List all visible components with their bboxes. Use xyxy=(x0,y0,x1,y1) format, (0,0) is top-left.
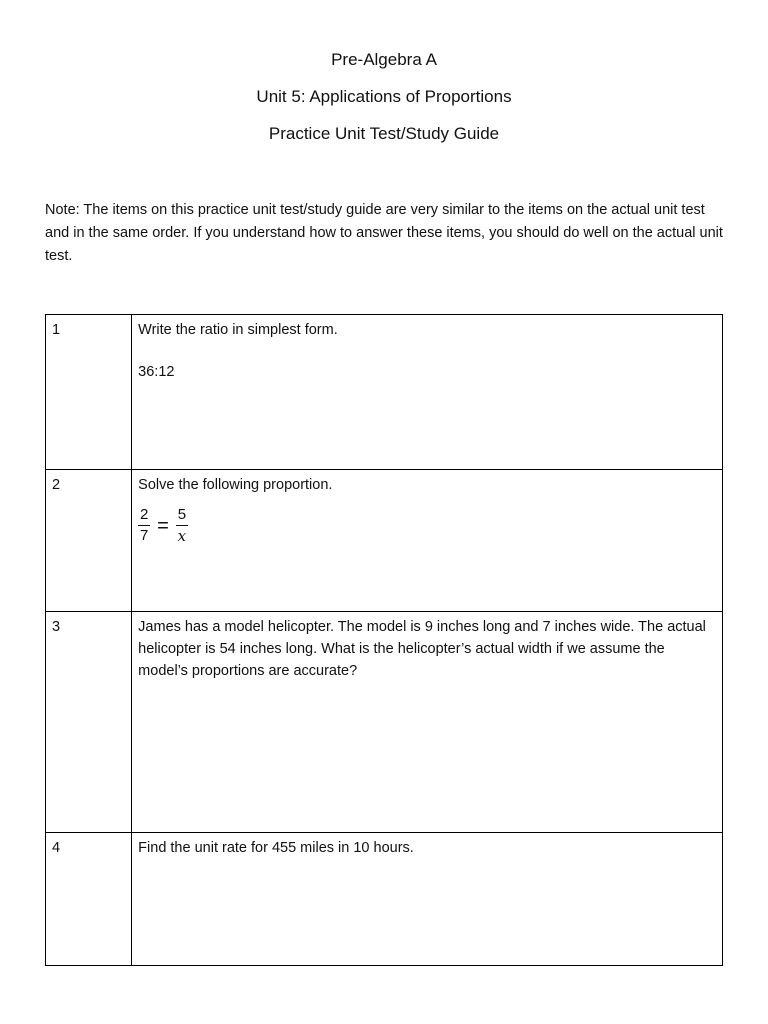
document-title: Pre-Algebra A xyxy=(331,50,437,69)
left-numerator: 2 xyxy=(140,506,149,523)
question-row-4 xyxy=(46,833,723,966)
question-number-2: 2 xyxy=(46,470,132,612)
document-subtitle: Practice Unit Test/Study Guide xyxy=(268,124,500,143)
left-denominator: 7 xyxy=(140,527,149,544)
question-row-3 xyxy=(46,612,723,833)
question-cell-3 xyxy=(132,612,723,833)
left-fraction xyxy=(138,506,150,545)
question-number-3: 3 xyxy=(46,612,132,833)
question-number-1: 1 xyxy=(46,315,132,470)
right-denominator: x xyxy=(177,527,187,545)
left-fraction-bar xyxy=(138,525,150,526)
question-number-4: 4 xyxy=(46,833,132,966)
question-prompt-1: Write the ratio in simplest form. xyxy=(138,322,338,338)
right-numerator: 5 xyxy=(177,506,187,523)
instruction-note: Note: The items on this practice unit test/study guide are very similar to the items on the actual unit test and in the same order. If you understand how to answer these items, you should do well on the actual unit test. xyxy=(45,202,723,264)
question-prompt-4: Find the unit rate for 455 miles in 10 hours. xyxy=(138,840,414,856)
unit-title: Unit 5: Applications of Proportions xyxy=(256,87,512,106)
right-fraction-bar xyxy=(176,525,188,526)
question-row-2 xyxy=(46,470,723,612)
right-fraction xyxy=(176,506,188,545)
equals-sign: = xyxy=(157,514,169,537)
question-prompt-3: James has a model helicopter. The model is 9 inches long and 7 inches wide. The actual helicopter is 54 inches long. What is the helicopter’s actual width if we assume the model’s proportions are accurate? xyxy=(138,619,706,679)
question-cell-4 xyxy=(132,833,723,966)
question-row-1 xyxy=(46,315,723,470)
question-prompt-2: Solve the following proportion. xyxy=(138,477,333,493)
question-cell-1 xyxy=(132,315,723,470)
question-table xyxy=(45,314,723,966)
proportion-equation xyxy=(138,506,716,545)
ratio-value: 36:12 xyxy=(138,364,175,380)
question-cell-2 xyxy=(132,470,723,612)
